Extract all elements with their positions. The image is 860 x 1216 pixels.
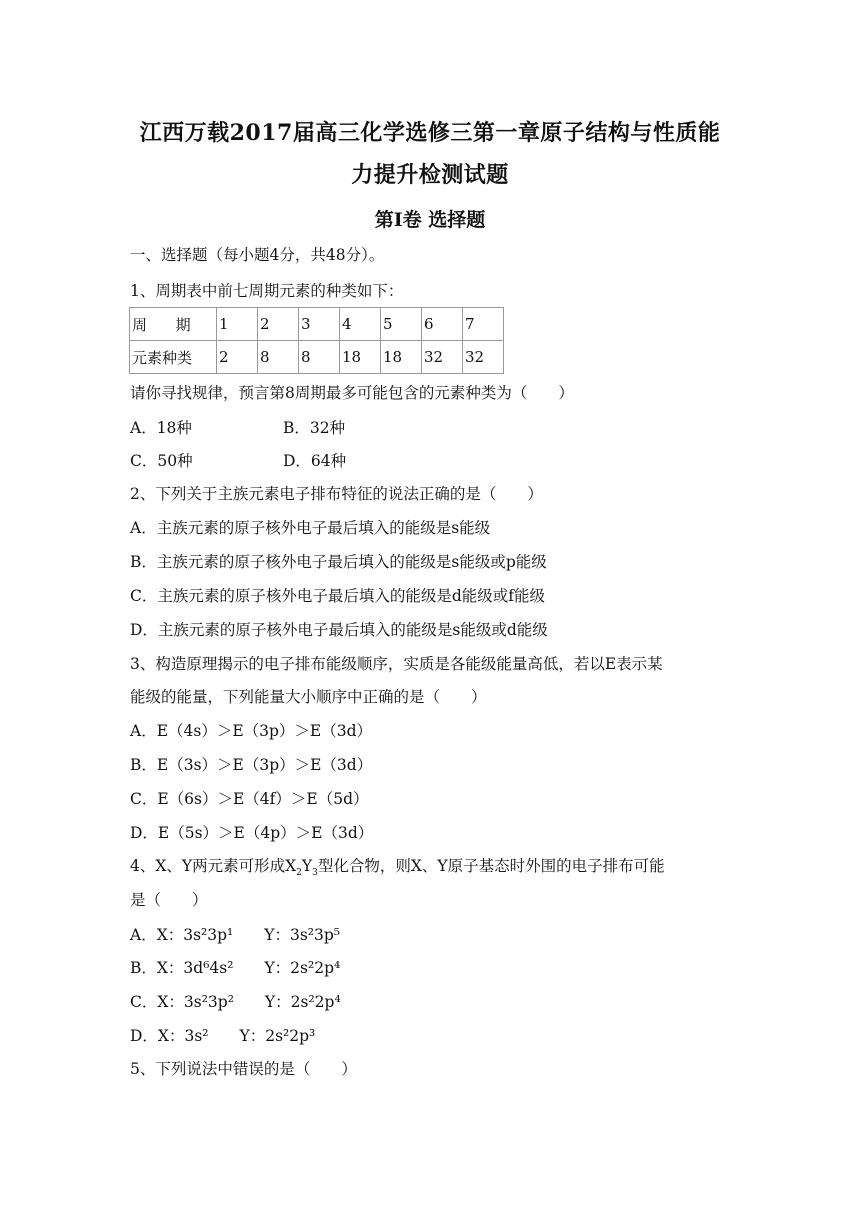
- table-cell: 18: [381, 341, 422, 374]
- q4-option-d: D．X：3s² Y：2s²2p³: [130, 1027, 316, 1045]
- table-cell: 2: [217, 341, 258, 374]
- q1-option-d: D．64种: [283, 452, 347, 470]
- section-instructions: 一、选择题（每小题4分，共48分）。: [130, 246, 385, 264]
- table-cell: 6: [422, 308, 463, 341]
- q2-option-b: B．主族元素的原子核外电子最后填入的能级是s能级或p能级: [130, 553, 547, 571]
- section-heading: 第Ⅰ卷 选择题: [374, 209, 486, 231]
- q4-subscript: 2: [296, 868, 302, 879]
- q3-option-b: B．E（3s）＞E（3p）＞E（3d）: [130, 756, 373, 774]
- table-cell: 18: [340, 341, 381, 374]
- table-cell: 8: [299, 341, 340, 374]
- table-row: [130, 308, 504, 341]
- q4-stem-part: 4、X、Y两元素可形成X: [130, 857, 297, 875]
- table-cell: 3: [299, 308, 340, 341]
- q3-stem-line-2: 能级的能量，下列能量大小顺序中正确的是（ ）: [130, 688, 487, 706]
- q4-stem-part: Y: [301, 857, 313, 875]
- q4-stem-line-1: [130, 856, 740, 879]
- q1-options-row-2: [130, 451, 347, 471]
- table-header-cell: 元素种类: [130, 341, 217, 374]
- q4-stem-part: 型化合物，则X、Y原子基态时外围的电子排布可能: [317, 857, 665, 875]
- q4-stem-line-2: 是（ ）: [130, 891, 208, 909]
- q1-option-a: A．18种: [130, 419, 192, 437]
- q2-option-d: D．主族元素的原子核外电子最后填入的能级是s能级或d能级: [130, 621, 548, 639]
- q4-option-b: B．X：3d⁶4s² Y：2s²2p⁴: [130, 959, 341, 977]
- table-cell: 5: [381, 308, 422, 341]
- q1-option-c: C．50种: [130, 452, 193, 470]
- q3-option-c: C．E（6s）＞E（4f）＞E（5d）: [130, 790, 369, 808]
- q3-stem-line-1: 3、构造原理揭示的电子排布能级顺序，实质是各能级能量高低，若以E表示某: [130, 655, 663, 673]
- q2-option-a: A．主族元素的原子核外电子最后填入的能级是s能级: [130, 519, 491, 537]
- q1-stem: 1、周期表中前七周期元素的种类如下：: [130, 282, 404, 300]
- q4-option-a: A．X：3s²3p¹ Y：3s²3p⁵: [130, 926, 341, 944]
- table-cell: 2: [258, 308, 299, 341]
- table-header-cell: 周 期: [130, 308, 217, 341]
- q4-subscript: 3: [312, 868, 318, 879]
- q3-option-d: D．E（5s）＞E（4p）＞E（3d）: [130, 824, 374, 842]
- table-row: [130, 341, 504, 374]
- periodic-elements-table: [129, 307, 504, 374]
- q5-stem: 5、下列说法中错误的是（ ）: [130, 1060, 357, 1078]
- q1-option-b: B．32种: [283, 419, 346, 437]
- table-cell: 4: [340, 308, 381, 341]
- q1-options-row-1: [130, 418, 346, 438]
- table-cell: 1: [217, 308, 258, 341]
- q1-question: 请你寻找规律，预言第8周期最多可能包含的元素种类为（ ）: [130, 384, 574, 402]
- document-title-line-1: 江西万载2017届高三化学选修三第一章原子结构与性质能: [139, 120, 721, 146]
- table-cell: 7: [463, 308, 504, 341]
- q3-option-a: A．E（4s）＞E（3p）＞E（3d）: [130, 722, 373, 740]
- table-cell: 32: [422, 341, 463, 374]
- table-cell: 8: [258, 341, 299, 374]
- table-cell: 32: [463, 341, 504, 374]
- q4-option-c: C．X：3s²3p² Y：2s²2p⁴: [130, 993, 341, 1011]
- q2-stem: 2、下列关于主族元素电子排布特征的说法正确的是（ ）: [130, 485, 543, 503]
- q2-option-c: C．主族元素的原子核外电子最后填入的能级是d能级或f能级: [130, 587, 546, 605]
- document-title-line-2: 力提升检测试题: [351, 162, 509, 188]
